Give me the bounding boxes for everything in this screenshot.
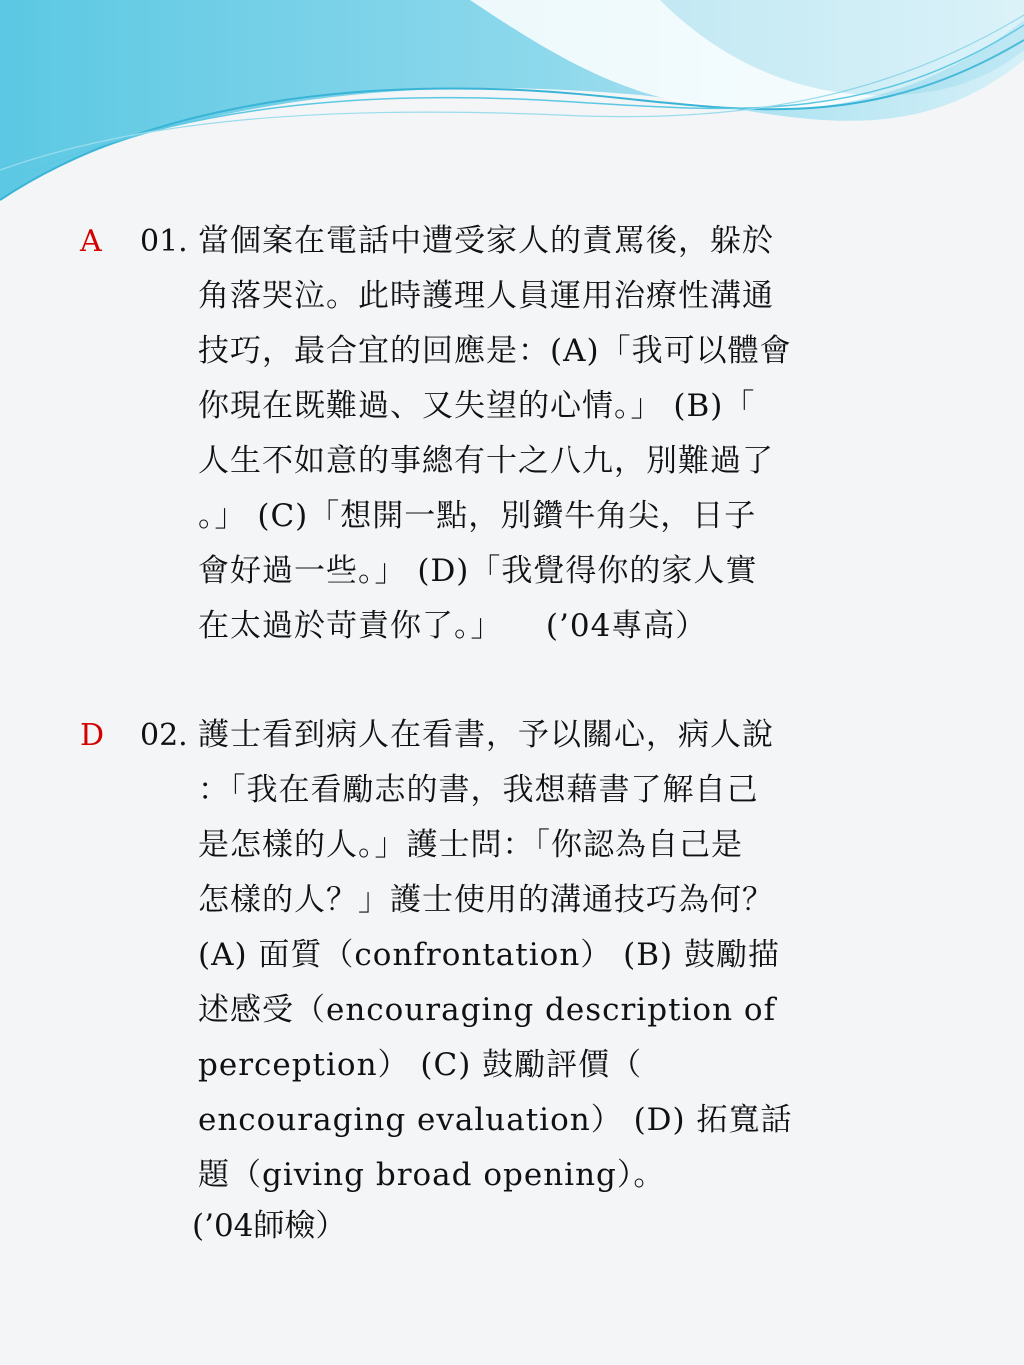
- question-line: perception） (C) 鼓勵評價（: [198, 1047, 643, 1083]
- answer-key: D: [80, 718, 105, 753]
- question-line: 述感受（encouraging description of: [198, 992, 777, 1028]
- question-line: 你現在既難過、又失望的心情。」 (B)「: [198, 388, 756, 424]
- question-number: 01.: [140, 224, 188, 259]
- question-line: 。」 (C)「想開一點，別鑽牛角尖，日子: [198, 498, 757, 534]
- question-source: (’04師檢）: [192, 1208, 347, 1244]
- question-line: 在太過於苛責你了。」 (’04專高）: [198, 608, 708, 644]
- question-line: 會好過一些。」 (D)「我覺得你的家人實: [198, 553, 758, 589]
- question-line: 題（giving broad opening）。: [198, 1157, 666, 1193]
- question-line: ：「我在看勵志的書，我想藉書了解自己: [198, 772, 759, 808]
- question-line: encouraging evaluation） (D) 拓寬話: [198, 1102, 793, 1138]
- question-text: [198, 214, 908, 654]
- question-line: 是怎樣的人。」護士問：「你認為自己是: [198, 827, 743, 863]
- question-line: 人生不如意的事總有十之八九，別難過了: [198, 443, 774, 479]
- question-line: 怎樣的人？」護士使用的溝通技巧為何？: [198, 882, 774, 918]
- answer-key: A: [80, 224, 102, 259]
- decorative-wave-banner: [0, 0, 1024, 230]
- question-text: [198, 708, 908, 1203]
- question-line: 技巧，最合宜的回應是：(A)「我可以體會: [198, 333, 792, 369]
- question-line: (A) 面質（confrontation） (B) 鼓勵描: [198, 937, 780, 973]
- question-line: 護士看到病人在看書，予以關心，病人說: [198, 717, 774, 753]
- question-line: 當個案在電話中遭受家人的責罵後，躲於: [198, 223, 774, 259]
- question-number: 02.: [140, 718, 188, 753]
- question-line: 角落哭泣。此時護理人員運用治療性溝通: [198, 278, 774, 314]
